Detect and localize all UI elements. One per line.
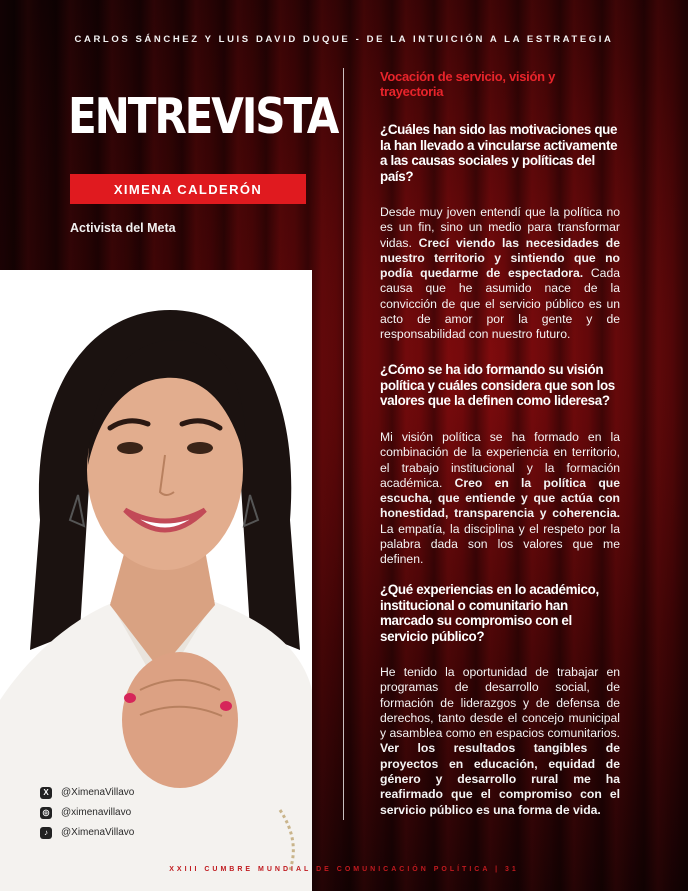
social-handle-instagram[interactable]: @ximenavillavo — [61, 807, 132, 818]
answer-1-text-2: Cada causa que he asumido nace de la convicción de que el servicio público es un acto de amor por la gente y de responsabilidad con nuestro futuro. — [380, 266, 620, 342]
answer-3 — [380, 665, 620, 818]
x-icon: X — [40, 787, 52, 799]
answer-2-highlight: Creo en la política que escucha, que entiende y que actúa con honestidad, transparencia y coherencia. — [380, 475, 620, 521]
social-links — [40, 783, 134, 843]
answer-1-text: Desde muy joven entendí que la política no es un fin, sino un medio para transformar vidas. — [380, 205, 620, 250]
page-header: CARLOS SÁNCHEZ Y LUIS DAVID DUQUE - DE LA INTUICIÓN A LA ESTRATEGIA — [74, 34, 614, 45]
section-title: Vocación de servicio, visión y trayectoria — [380, 69, 555, 99]
answer-2-text: Mi visión política se ha formado en la combinación de la experiencia en territorio, el trabajo institucional y la formación académica. — [380, 430, 620, 490]
page-footer: XXIII CUMBRE MUNDIAL DE COMUNICACIÓN POLÍTICA | 31 — [169, 866, 519, 873]
answer-1 — [380, 205, 620, 343]
answer-2-text-2: La empatía, la disciplina y el respeto por la palabra dada son los valores que me definen. — [380, 521, 620, 567]
column-divider — [343, 68, 344, 820]
page-title: ENTREVISTA — [68, 88, 338, 145]
interviewee-name: XIMENA CALDERÓN — [70, 174, 306, 204]
answer-2 — [380, 430, 620, 568]
social-row-instagram[interactable] — [40, 803, 134, 822]
social-handle-tiktok[interactable]: @XimenaVillavo — [61, 827, 135, 838]
social-handle-x[interactable]: @XimenaVillavo — [61, 787, 135, 798]
tiktok-icon: ♪ — [40, 827, 52, 839]
answer-3-highlight: Ver los resultados tangibles de proyectos en educación, equidad de género y desarrollo rural me ha reafirmado que el compromiso con el servicio público es una forma de vida. — [380, 741, 620, 817]
instagram-icon: ◎ — [40, 807, 52, 819]
question-1: ¿Cuáles han sido las motivaciones que la han llevado a vincularse activamente a las causas sociales y políticas del país? — [380, 122, 618, 184]
question-3: ¿Qué experiencias en lo académico, institucional o comunitario han marcado su compromiso con el servicio público? — [380, 582, 599, 644]
answer-1-highlight: Crecí viendo las necesidades de nuestro territorio y sintiendo que no podía quedarme de espectadora. — [380, 235, 620, 281]
social-row-tiktok[interactable] — [40, 823, 134, 842]
social-row-x[interactable] — [40, 783, 134, 802]
answer-3-text: He tenido la oportunidad de trabajar en programas de desarrollo social, de formación de liderazgos y de defensa de derechos, tanto desde el concejo municipal y asamblea como en espacios comunitarios. — [380, 665, 620, 741]
interviewee-role: Activista del Meta — [70, 221, 176, 235]
question-2: ¿Cómo se ha ido formando su visión política y cuáles considera que son los valores que la definen como lideresa? — [380, 362, 615, 408]
